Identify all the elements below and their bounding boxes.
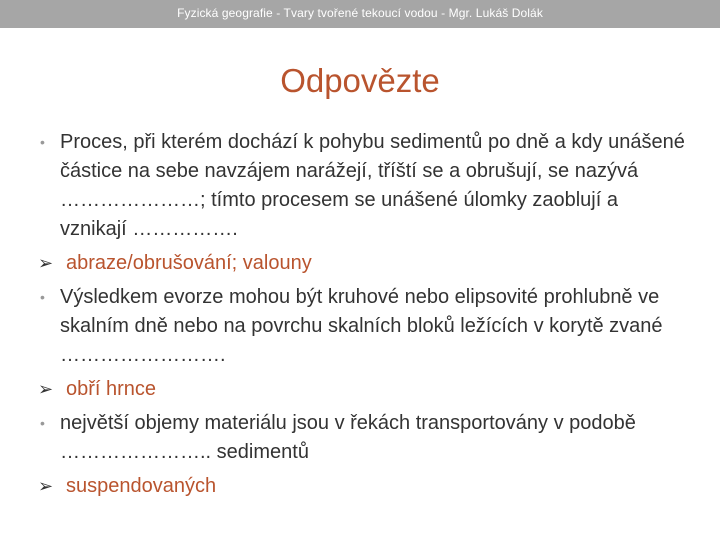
content-list bbox=[38, 128, 688, 506]
bullet-dot-icon: • bbox=[40, 134, 45, 150]
answer-item bbox=[38, 249, 688, 278]
arrow-head-icon: ➢ bbox=[38, 253, 54, 273]
question-text: největší objemy materiálu jsou v řekách transportovány v podobě ………………….. sedimentů bbox=[60, 412, 636, 463]
bullet-dot-icon: • bbox=[40, 415, 45, 431]
arrow-head-icon: ➢ bbox=[38, 379, 54, 399]
answer-item bbox=[38, 472, 688, 501]
answer-text: abraze/obrušování; valouny bbox=[66, 252, 312, 274]
slide-title: Odpovězte bbox=[280, 62, 440, 99]
answer-text: obří hrnce bbox=[66, 378, 157, 400]
header-text: Fyzická geografie - Tvary tvořené tekoucí vodou - Mgr. Lukáš Dolák bbox=[177, 6, 543, 20]
question-item bbox=[38, 283, 688, 370]
header-bar bbox=[0, 0, 720, 28]
arrow-head-icon: ➢ bbox=[38, 476, 54, 496]
question-item bbox=[38, 128, 688, 244]
bullet-dot-icon: • bbox=[40, 289, 45, 305]
answer-text: suspendovaných bbox=[66, 475, 217, 497]
question-text: Proces, při kterém dochází k pohybu sedimentů po dně a kdy unášené částice na sebe navzájem narážejí, tříští se a obrušují, se nazývá …………………; tímto procesem se unášené úlomky zaoblují a vznikají ……………. bbox=[60, 131, 685, 240]
question-item bbox=[38, 409, 688, 467]
answer-item bbox=[38, 375, 688, 404]
question-text: Výsledkem evorze mohou být kruhové nebo elipsovité prohlubně ve skalním dně nebo na povrchu skalních bloků ležících v korytě zvané ……………………. bbox=[60, 286, 663, 366]
